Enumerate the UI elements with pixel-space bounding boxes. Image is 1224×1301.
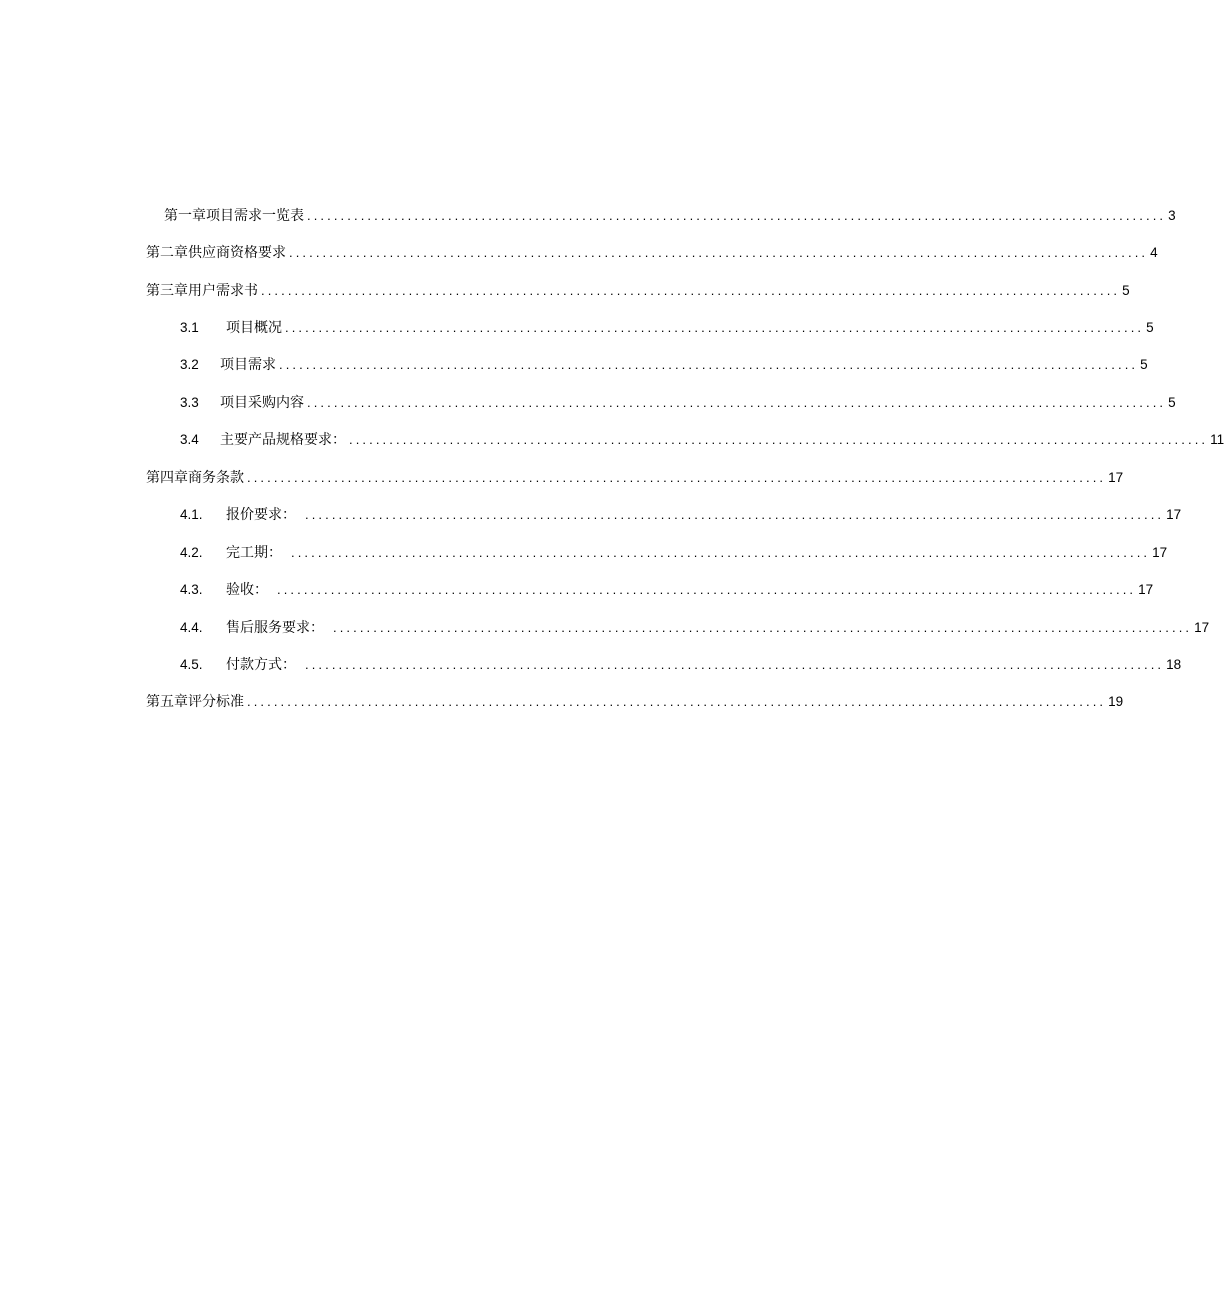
toc-entry-label: 付款方式： bbox=[226, 657, 296, 673]
toc-page-number: 17 bbox=[1108, 470, 1124, 485]
toc-page-number: 18 bbox=[1166, 657, 1182, 672]
toc-entry-section-4-3[interactable] bbox=[180, 580, 1154, 600]
toc-entry-chapter-1[interactable] bbox=[164, 206, 1176, 226]
toc-entry-chapter-5[interactable] bbox=[146, 692, 1124, 712]
toc-section-number: 3.1 bbox=[180, 320, 199, 335]
toc-entry-section-3-1[interactable] bbox=[180, 318, 1154, 338]
toc-page-number: 17 bbox=[1166, 507, 1182, 522]
toc-entry-label: 主要产品规格要求： bbox=[220, 432, 346, 448]
toc-entry-label: 第二章供应商资格要求 bbox=[146, 245, 286, 261]
toc-section-number: 4.5. bbox=[180, 657, 203, 672]
toc-leader-dots: ................................................................................................................................ bbox=[307, 208, 1167, 223]
toc-page-number: 4 bbox=[1150, 245, 1158, 260]
toc-leader-dots: ................................................................................................................................ bbox=[307, 395, 1167, 410]
toc-entry-chapter-4[interactable] bbox=[146, 468, 1124, 488]
toc-entry-section-4-1[interactable] bbox=[180, 505, 1182, 525]
toc-entry-label: 售后服务要求： bbox=[226, 620, 324, 636]
toc-page-number: 17 bbox=[1152, 545, 1168, 560]
toc-section-number: 4.4. bbox=[180, 620, 203, 635]
toc-entry-label: 第四章商务条款 bbox=[146, 470, 244, 486]
toc-leader-dots: ................................................................................................................................ bbox=[285, 320, 1145, 335]
toc-leader-dots: ................................................................................................................................ bbox=[277, 582, 1137, 597]
toc-entry-section-3-2[interactable] bbox=[180, 355, 1148, 375]
toc-page-number: 5 bbox=[1168, 395, 1176, 410]
toc-entry-label: 第五章评分标准 bbox=[146, 694, 244, 710]
toc-page-number: 5 bbox=[1140, 357, 1148, 372]
toc-entry-section-3-4[interactable] bbox=[180, 430, 1224, 450]
toc-entry-label: 完工期： bbox=[226, 545, 282, 561]
toc-entry-label: 项目需求 bbox=[220, 357, 276, 373]
toc-leader-dots: ................................................................................................................................ bbox=[333, 620, 1193, 635]
toc-section-number: 4.1. bbox=[180, 507, 203, 522]
toc-entry-label: 报价要求： bbox=[226, 507, 296, 523]
toc-entry-label: 第一章项目需求一览表 bbox=[164, 208, 304, 224]
toc-page-number: 17 bbox=[1194, 620, 1210, 635]
toc-leader-dots: ................................................................................................................................ bbox=[349, 432, 1209, 447]
toc-section-number: 4.2. bbox=[180, 545, 203, 560]
toc-leader-dots: ................................................................................................................................ bbox=[289, 245, 1149, 260]
toc-entry-section-3-3[interactable] bbox=[180, 393, 1176, 413]
toc-leader-dots: ................................................................................................................................ bbox=[305, 657, 1165, 672]
toc-page-number: 5 bbox=[1122, 283, 1130, 298]
toc-entry-section-4-4[interactable] bbox=[180, 618, 1210, 638]
toc-leader-dots: ................................................................................................................................ bbox=[291, 545, 1151, 560]
toc-section-number: 3.2 bbox=[180, 357, 199, 372]
toc-page-number: 19 bbox=[1108, 694, 1124, 709]
toc-page-number: 11 bbox=[1210, 432, 1224, 447]
toc-leader-dots: ................................................................................................................................ bbox=[279, 357, 1139, 372]
toc-entry-chapter-2[interactable] bbox=[146, 243, 1158, 263]
toc-section-number: 3.4 bbox=[180, 432, 199, 447]
toc-entry-label: 验收： bbox=[226, 582, 268, 598]
toc-entry-chapter-3[interactable] bbox=[146, 281, 1130, 301]
toc-leader-dots: ................................................................................................................................ bbox=[247, 470, 1107, 485]
toc-page-number: 3 bbox=[1168, 208, 1176, 223]
toc-entry-section-4-2[interactable] bbox=[180, 543, 1168, 563]
toc-section-number: 4.3. bbox=[180, 582, 203, 597]
toc-entry-section-4-5[interactable] bbox=[180, 655, 1182, 675]
toc-page-number: 17 bbox=[1138, 582, 1154, 597]
toc-leader-dots: ................................................................................................................................ bbox=[247, 694, 1107, 709]
toc-entry-label: 第三章用户需求书 bbox=[146, 283, 258, 299]
toc-leader-dots: ................................................................................................................................ bbox=[305, 507, 1165, 522]
toc-entry-label: 项目采购内容 bbox=[220, 395, 304, 411]
toc-leader-dots: ................................................................................................................................ bbox=[261, 283, 1121, 298]
toc-section-number: 3.3 bbox=[180, 395, 199, 410]
toc-entry-label: 项目概况 bbox=[226, 320, 282, 336]
toc-page-number: 5 bbox=[1146, 320, 1154, 335]
